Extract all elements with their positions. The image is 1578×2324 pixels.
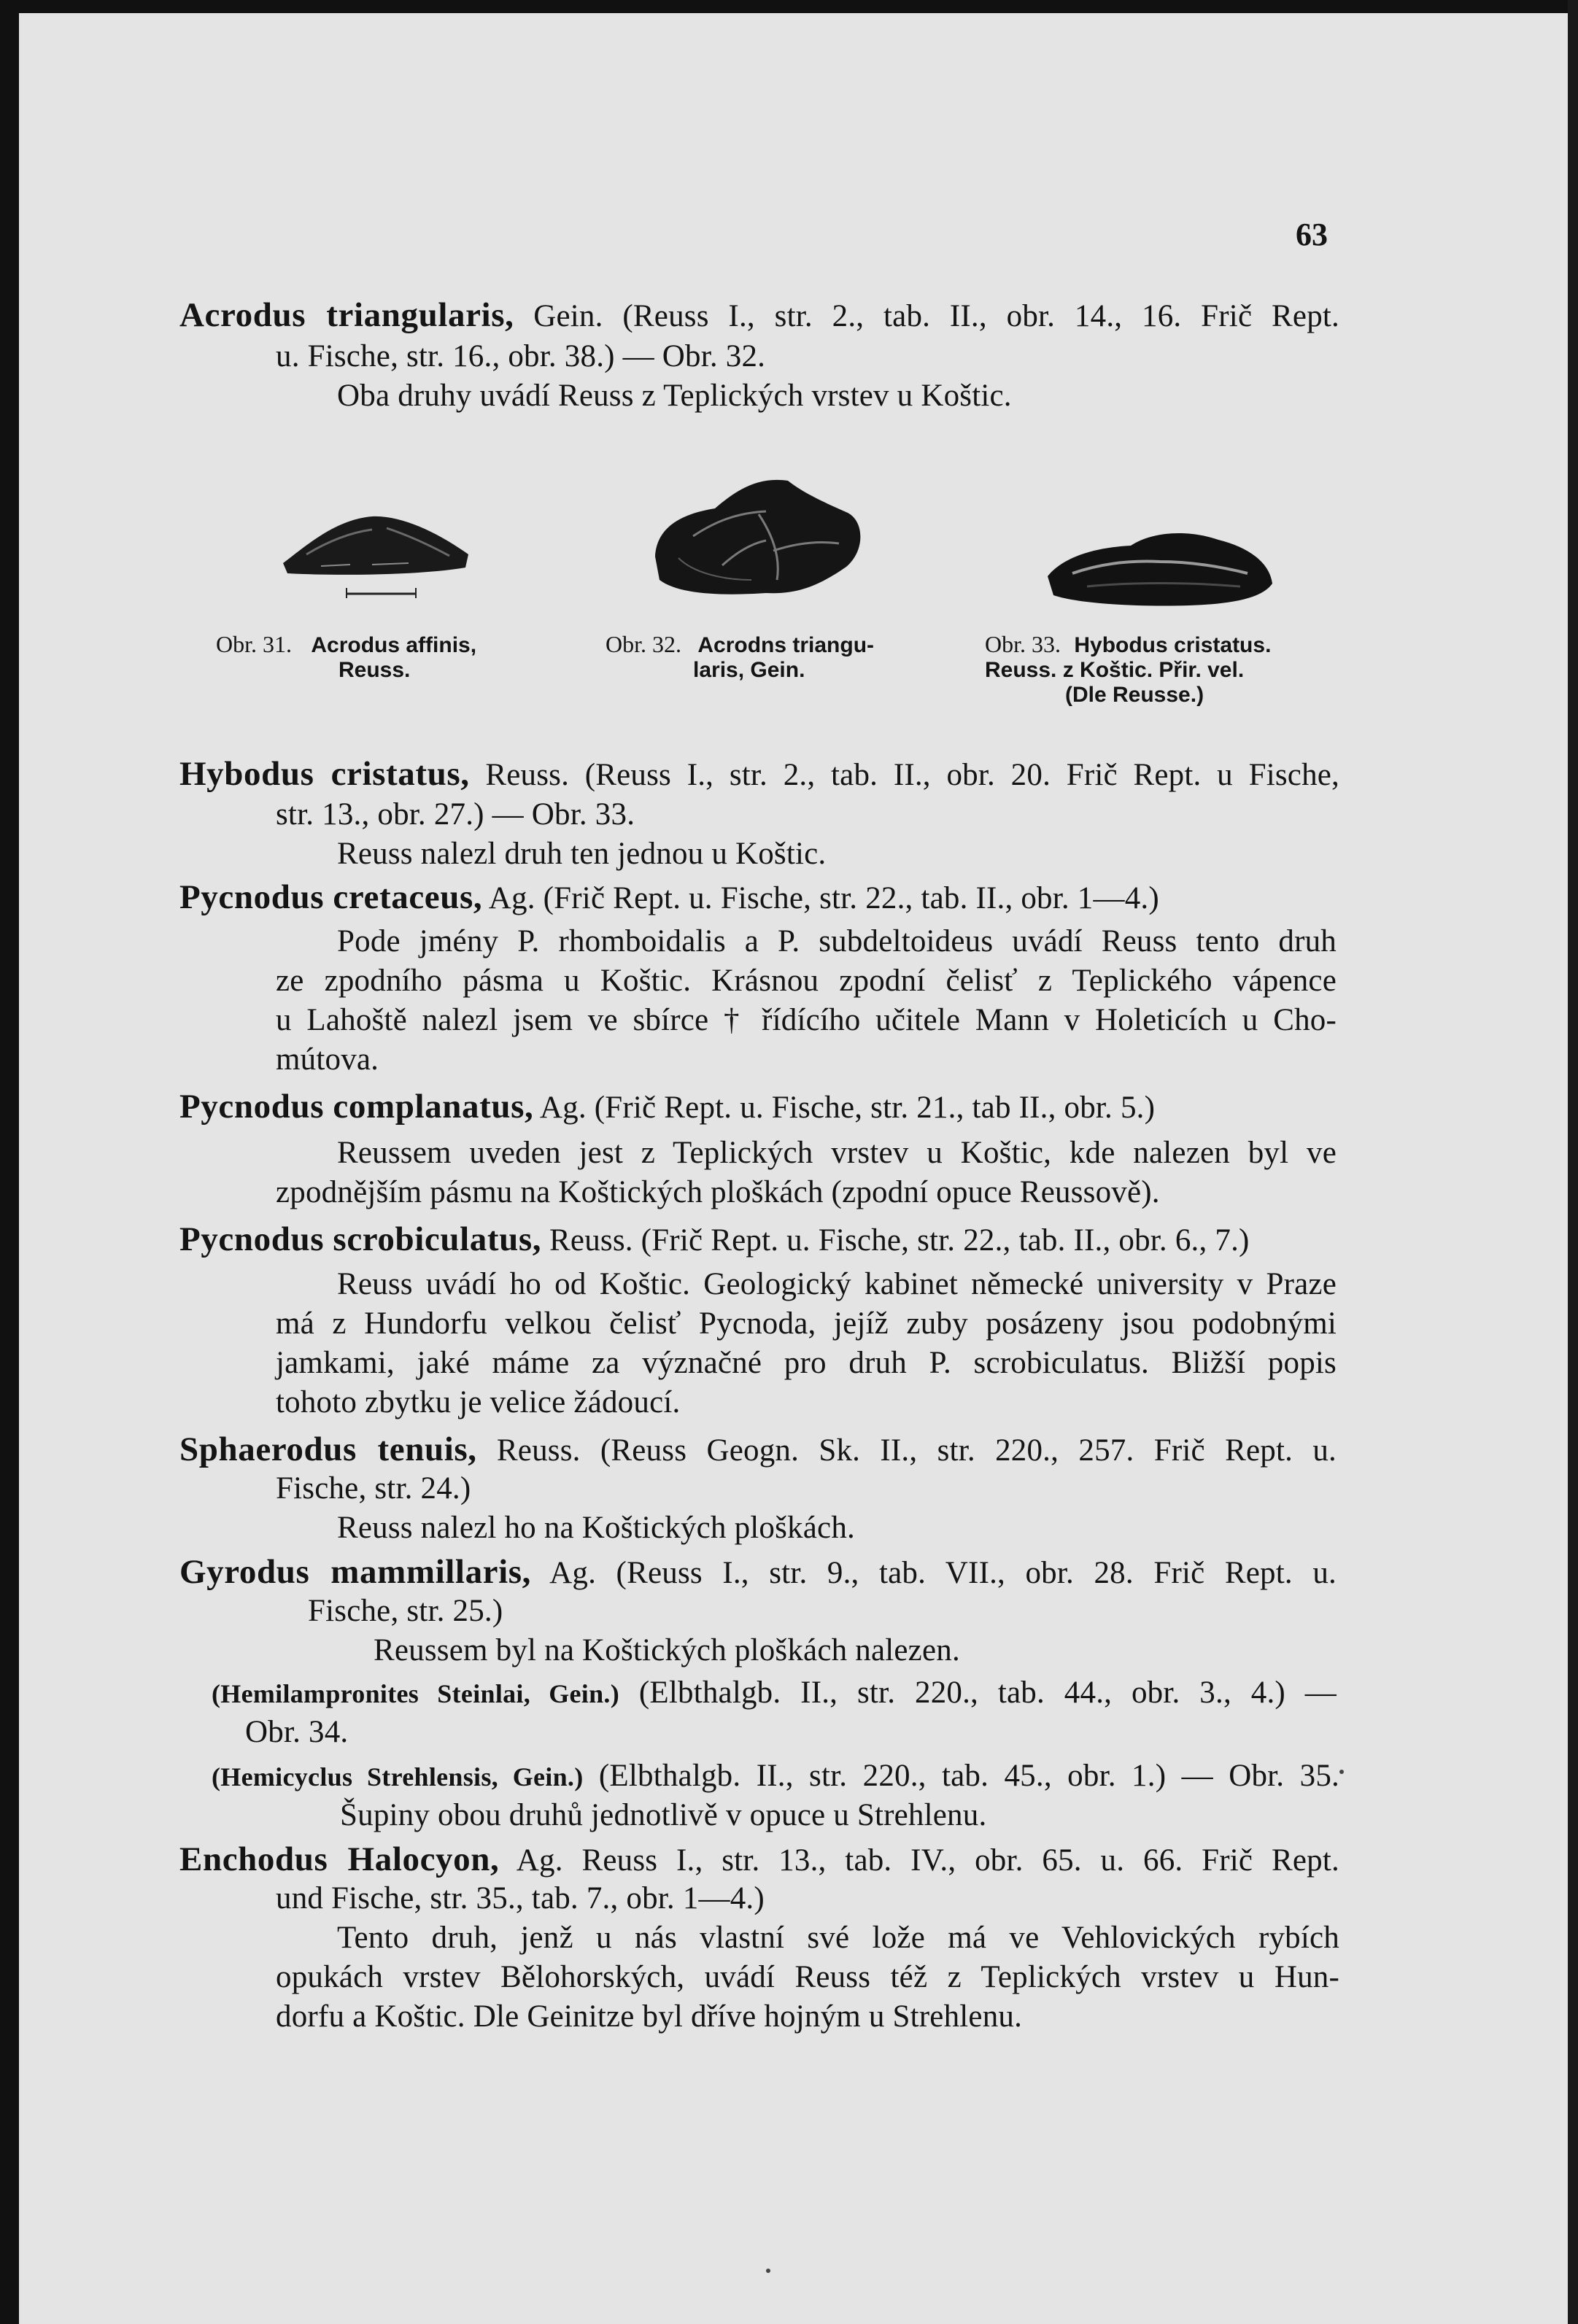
entry-text: Ag. (Frič Rept. u. Fische, str. 22., tab. II., obr. 1—4.): [482, 881, 1159, 915]
scan-speck: [766, 2269, 770, 2273]
figure-caption-31: [216, 632, 476, 683]
entry-heading-line: [179, 295, 1339, 335]
entry-line: má z Hundorfu velkou čelisť Pycnoda, jejíž zuby posázeny jsou podobnými: [276, 1306, 1337, 1341]
entry-line: u Lahoště nalezl jsem ve sbírce † řídícího učitele Mann v Holeticích u Cho-: [276, 1003, 1337, 1037]
entry-text: Reuss. (Reuss Geogn. Sk. II., str. 220., 257. Frič Rept. u.: [476, 1433, 1337, 1468]
species-name: Gyrodus mammillaris,: [179, 1553, 532, 1591]
entry-line: Reuss nalezl druh ten jednou u Koštic.: [337, 837, 827, 871]
entry-heading-line: [179, 754, 1339, 794]
figure-caption-32: [606, 632, 874, 683]
entry-line: Obr. 34.: [245, 1715, 349, 1749]
caption-number: Obr. 33.: [985, 631, 1061, 657]
species-name: (Hemicyclus Strehlensis, Gein.): [212, 1762, 584, 1792]
entry-text: Ag. (Frič Rept. u. Fische, str. 21., tab II., obr. 5.): [533, 1091, 1156, 1125]
caption-title: Hybodus cristatus.: [1074, 633, 1272, 657]
entry-text: (Elbthalgb. II., str. 220., tab. 44., obr. 3., 4.) —: [619, 1676, 1337, 1710]
entry-text: Ag. (Reuss I., str. 9., tab. VII., obr. 28. Frič Rept. u.: [531, 1556, 1337, 1590]
entry-line: Reussem byl na Koštických ploškách nalezen.: [374, 1633, 960, 1668]
entry-line: Reussem uveden jest z Teplických vrstev u Koštic, kde nalezen byl ve: [337, 1136, 1337, 1170]
species-name: Acrodus triangularis,: [179, 296, 514, 334]
entry-text: Reuss. (Frič Rept. u. Fische, str. 22., tab. II., obr. 6., 7.): [541, 1223, 1250, 1258]
entry-heading-line: [179, 1430, 1337, 1469]
entry-line: zpodnějším pásmu na Koštických ploškách (zpodní opuce Reussově).: [276, 1175, 1160, 1209]
entry-text: (Elbthalgb. II., str. 220., tab. 45., obr. 1.) — Obr. 35.: [583, 1759, 1339, 1793]
species-name: Pycnodus scrobiculatus,: [179, 1220, 542, 1258]
entry-heading-line: [179, 1552, 1337, 1592]
caption-author: Reuss.: [339, 658, 411, 682]
entry-heading-line: [179, 1087, 1155, 1126]
entry-line: Pode jmény P. rhomboidalis a P. subdeltoideus uvádí Reuss tento druh: [337, 924, 1337, 958]
entry-line: mútova.: [276, 1042, 379, 1077]
entry-text: Ag. Reuss I., str. 13., tab. IV., obr. 65. u. 66. Frič Rept.: [499, 1843, 1339, 1878]
entry-line: Reuss uvádí ho od Koštic. Geologický kabinet německé university v Praze: [337, 1267, 1337, 1301]
species-name: (Hemilampronites Steinlai, Gein.): [212, 1679, 620, 1708]
entry-line: dorfu a Koštic. Dle Geinitze byl dříve hojným u Strehlenu.: [276, 1999, 1023, 2034]
entry-line: tohoto zbytku je velice žádoucí.: [276, 1385, 681, 1419]
scan-border-top: [0, 0, 1578, 13]
caption-title: Acrodus affinis,: [311, 633, 477, 657]
entry-line: Tento druh, jenž u nás vlastní své lože má ve Vehlovických rybích: [337, 1921, 1339, 1955]
fossil-tooth-figure-33: [1043, 525, 1277, 620]
species-name: Pycnodus cretaceus,: [179, 878, 483, 916]
caption-number: Obr. 32.: [606, 631, 681, 657]
entry-heading-line: [212, 1758, 1339, 1794]
entry-heading-line: [179, 1220, 1250, 1259]
entry-line: str. 13., obr. 27.) — Obr. 33.: [276, 797, 635, 832]
caption-author: Reuss. z Koštic. Přir. vel.: [985, 658, 1245, 682]
entry-line: ze zpodního pásma u Koštic. Krásnou zpodní čelisť z Teplického vápence: [276, 964, 1337, 998]
entry-line: und Fische, str. 35., tab. 7., obr. 1—4.): [276, 1881, 765, 1916]
entry-line: Fische, str. 25.): [308, 1594, 503, 1628]
entry-line: Fische, str. 24.): [276, 1471, 471, 1506]
entry-line: Reuss nalezl ho na Koštických ploškách.: [337, 1511, 855, 1545]
caption-title: Acrodns triangu-: [697, 633, 875, 657]
entry-line: Šupiny obou druhů jednotlivě v opuce u Strehlenu.: [340, 1798, 987, 1832]
caption-source: (Dle Reusse.): [1065, 683, 1204, 707]
scan-border-left: [0, 0, 19, 2324]
fossil-tooth-figure-31: [277, 503, 474, 613]
entry-line: opukách vrstev Bělohorských, uvádí Reuss též z Teplických vrstev u Hun-: [276, 1960, 1339, 1994]
species-name: Sphaerodus tenuis,: [179, 1430, 477, 1468]
caption-author: laris, Gein.: [693, 658, 805, 682]
species-name: Hybodus cristatus,: [179, 755, 470, 793]
entry-line: Oba druhy uvádí Reuss z Teplických vrstev u Koštic.: [337, 379, 1012, 413]
entry-heading-line: [179, 1840, 1339, 1879]
scan-border-right: [1568, 0, 1578, 2324]
entry-text: Gein. (Reuss I., str. 2., tab. II., obr. 14., 16. Frič Rept.: [514, 299, 1339, 333]
entry-line: u. Fische, str. 16., obr. 38.) — Obr. 32.: [276, 339, 766, 373]
entry-heading-line: [179, 878, 1159, 917]
species-name: Pycnodus complanatus,: [179, 1088, 534, 1126]
entry-heading-line: [212, 1675, 1337, 1711]
figure-caption-33: [985, 632, 1271, 708]
page-number: 63: [1296, 217, 1328, 252]
fossil-tooth-figure-32: [649, 470, 868, 609]
species-name: Enchodus Halocyon,: [179, 1840, 500, 1878]
scan-speck: [1339, 1770, 1344, 1774]
entry-line: jamkami, jaké máme za význačné pro druh P. scrobiculatus. Bližší popis: [276, 1346, 1337, 1380]
entry-text: Reuss. (Reuss I., str. 2., tab. II., obr. 20. Frič Rept. u Fische,: [469, 758, 1340, 792]
caption-number: Obr. 31.: [216, 631, 292, 657]
